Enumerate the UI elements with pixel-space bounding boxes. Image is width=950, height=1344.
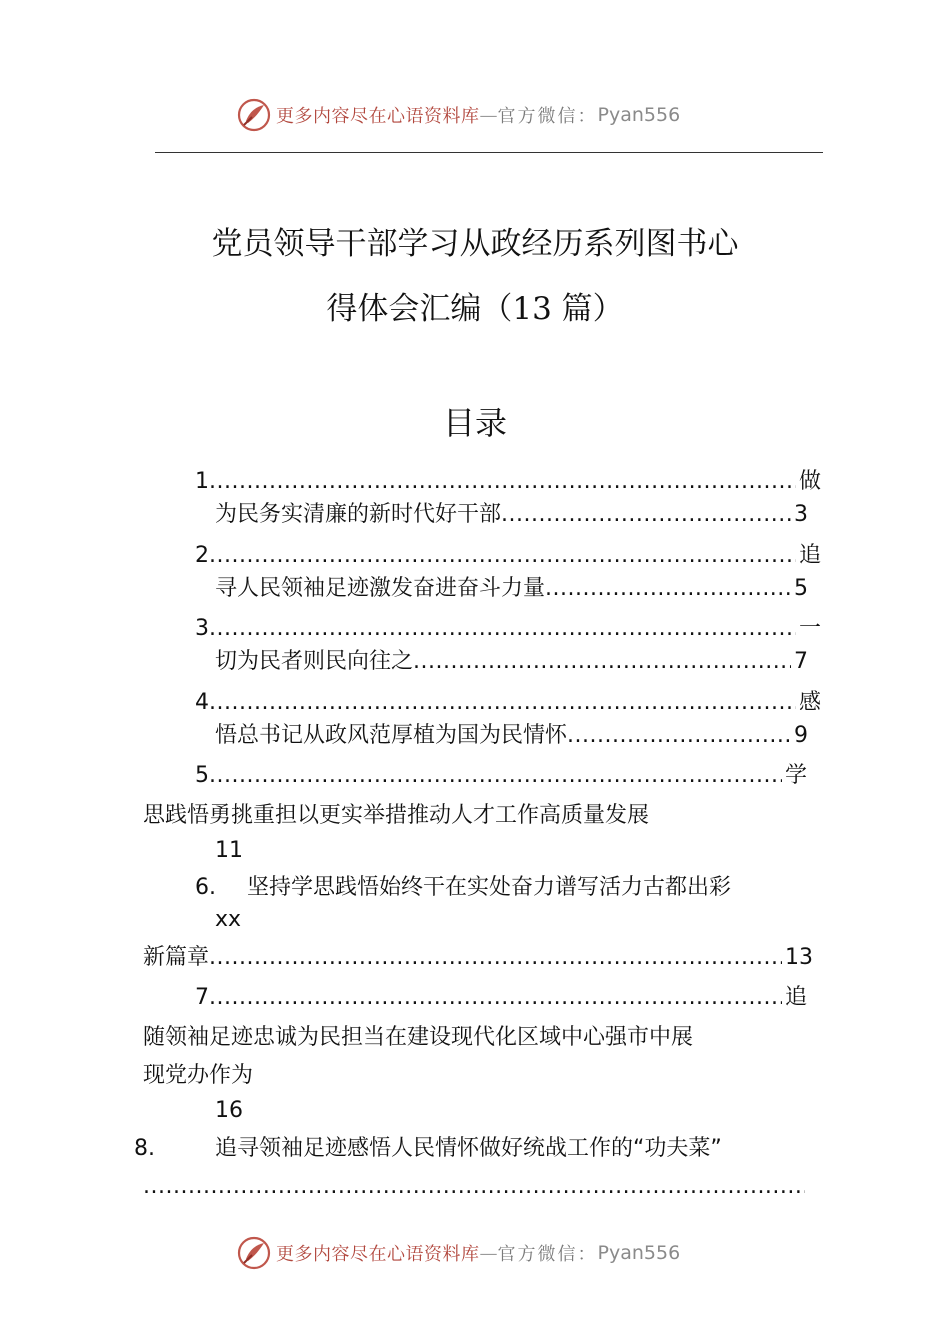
watermark-brand-text: 更多内容尽在心语资料库 xyxy=(276,106,480,127)
toc-entry-number: 1 xyxy=(195,469,209,494)
watermark-header xyxy=(236,95,680,135)
toc-entry-number: 5 xyxy=(195,763,209,788)
toc-leader-dots xyxy=(209,943,782,973)
toc-entry-page: 9 xyxy=(794,723,808,748)
toc-entry-number: 3 xyxy=(195,616,209,641)
toc-leader-dots xyxy=(545,574,791,604)
toc-entry-5-page: 11 xyxy=(215,838,243,863)
toc-leader-dots xyxy=(143,1172,805,1202)
toc-entry-number: 7 xyxy=(195,985,209,1010)
toc-entry-first-char: 追 xyxy=(784,985,807,1010)
watermark-wechat-id: Pyan556 xyxy=(597,104,681,126)
toc-entry-6-extra: xx xyxy=(215,907,242,932)
toc-leader-dots xyxy=(209,614,796,644)
toc-entry-first-char: 做 xyxy=(798,469,821,494)
toc-entry-first-char: 一 xyxy=(798,616,821,641)
toc-leader-dots xyxy=(209,761,782,791)
toc-entry-title: 寻人民领袖足迹激发奋进奋斗力量 xyxy=(215,576,546,601)
toc-leader-dots xyxy=(413,647,791,677)
toc-entry-page: 5 xyxy=(794,576,808,601)
toc-leader-dots xyxy=(209,541,796,571)
toc-entry-2-line-1[interactable] xyxy=(195,541,821,571)
watermark-separator: — xyxy=(479,104,498,126)
toc-entry-5-line-1[interactable] xyxy=(195,761,807,791)
toc-entry-page: 7 xyxy=(794,649,808,674)
toc-leader-dots xyxy=(567,721,791,751)
toc-entry-7-line-1[interactable] xyxy=(195,983,807,1013)
toc-entry-3-line-2[interactable] xyxy=(215,647,808,677)
toc-entry-8-title[interactable]: 追寻领袖足迹感悟人民情怀做好统战工作的“功夫菜” xyxy=(215,1136,722,1161)
brand-logo-icon xyxy=(236,1235,272,1271)
toc-entry-page: 3 xyxy=(794,502,808,527)
toc-entry-first-char: 学 xyxy=(784,763,807,788)
toc-entry-7-title[interactable]: 随领袖足迹忠诚为民担当在建设现代化区域中心强市中展 xyxy=(143,1025,694,1050)
toc-leader-dots xyxy=(209,688,796,718)
toc-entry-8-leader xyxy=(143,1172,805,1202)
toc-entry-title: 切为民者则民向往之 xyxy=(215,649,414,674)
toc-heading: 目录 xyxy=(442,404,507,442)
watermark-separator: — xyxy=(479,1242,498,1264)
watermark-footer xyxy=(236,1233,680,1273)
toc-leader-dots xyxy=(501,500,791,530)
toc-leader-dots xyxy=(209,467,796,497)
toc-entry-1-line-1[interactable] xyxy=(195,467,821,497)
toc-entry-number: 2 xyxy=(195,543,209,568)
toc-entry-4-line-2[interactable] xyxy=(215,721,808,751)
watermark-brand-text: 更多内容尽在心语资料库 xyxy=(276,1244,480,1265)
toc-entry-title: 悟总书记从政风范厚植为国为民情怀 xyxy=(215,723,568,748)
toc-leader-dots xyxy=(209,983,782,1013)
toc-entry-6-title[interactable]: 坚持学思践悟始终干在实处奋力谱写活力古都出彩 xyxy=(247,875,732,900)
toc-entry-1-line-2[interactable] xyxy=(215,500,808,530)
watermark-wechat-id: Pyan556 xyxy=(597,1242,681,1264)
toc-entry-7-title-cont: 现党办作为 xyxy=(143,1063,254,1088)
document-title-line-2: 得体会汇编（13 篇） xyxy=(326,291,624,327)
toc-entry-2-line-2[interactable] xyxy=(215,574,808,604)
toc-entry-7-page: 16 xyxy=(215,1098,243,1123)
watermark-wechat-label: 官方微信： xyxy=(497,106,598,127)
toc-entry-page: 13 xyxy=(785,945,813,970)
toc-entry-8-number: 8. xyxy=(134,1136,155,1161)
toc-entry-number: 4 xyxy=(195,690,209,715)
toc-entry-4-line-1[interactable] xyxy=(195,688,821,718)
toc-entry-6-number: 6. xyxy=(195,875,216,900)
toc-entry-5-title[interactable]: 思践悟勇挑重担以更实举措推动人才工作高质量发展 xyxy=(143,803,650,828)
header-divider xyxy=(155,152,823,153)
watermark-wechat-label: 官方微信： xyxy=(497,1244,598,1265)
toc-entry-first-char: 感 xyxy=(798,690,821,715)
document-title-line-1: 党员领导干部学习从政经历系列图书心 xyxy=(211,226,739,262)
brand-logo-icon xyxy=(236,97,272,133)
toc-entry-3-line-1[interactable] xyxy=(195,614,821,644)
toc-entry-first-char: 追 xyxy=(798,543,821,568)
toc-entry-6-line-2[interactable] xyxy=(143,943,813,973)
toc-entry-title: 新篇章 xyxy=(143,945,210,970)
toc-entry-title: 为民务实清廉的新时代好干部 xyxy=(215,502,502,527)
